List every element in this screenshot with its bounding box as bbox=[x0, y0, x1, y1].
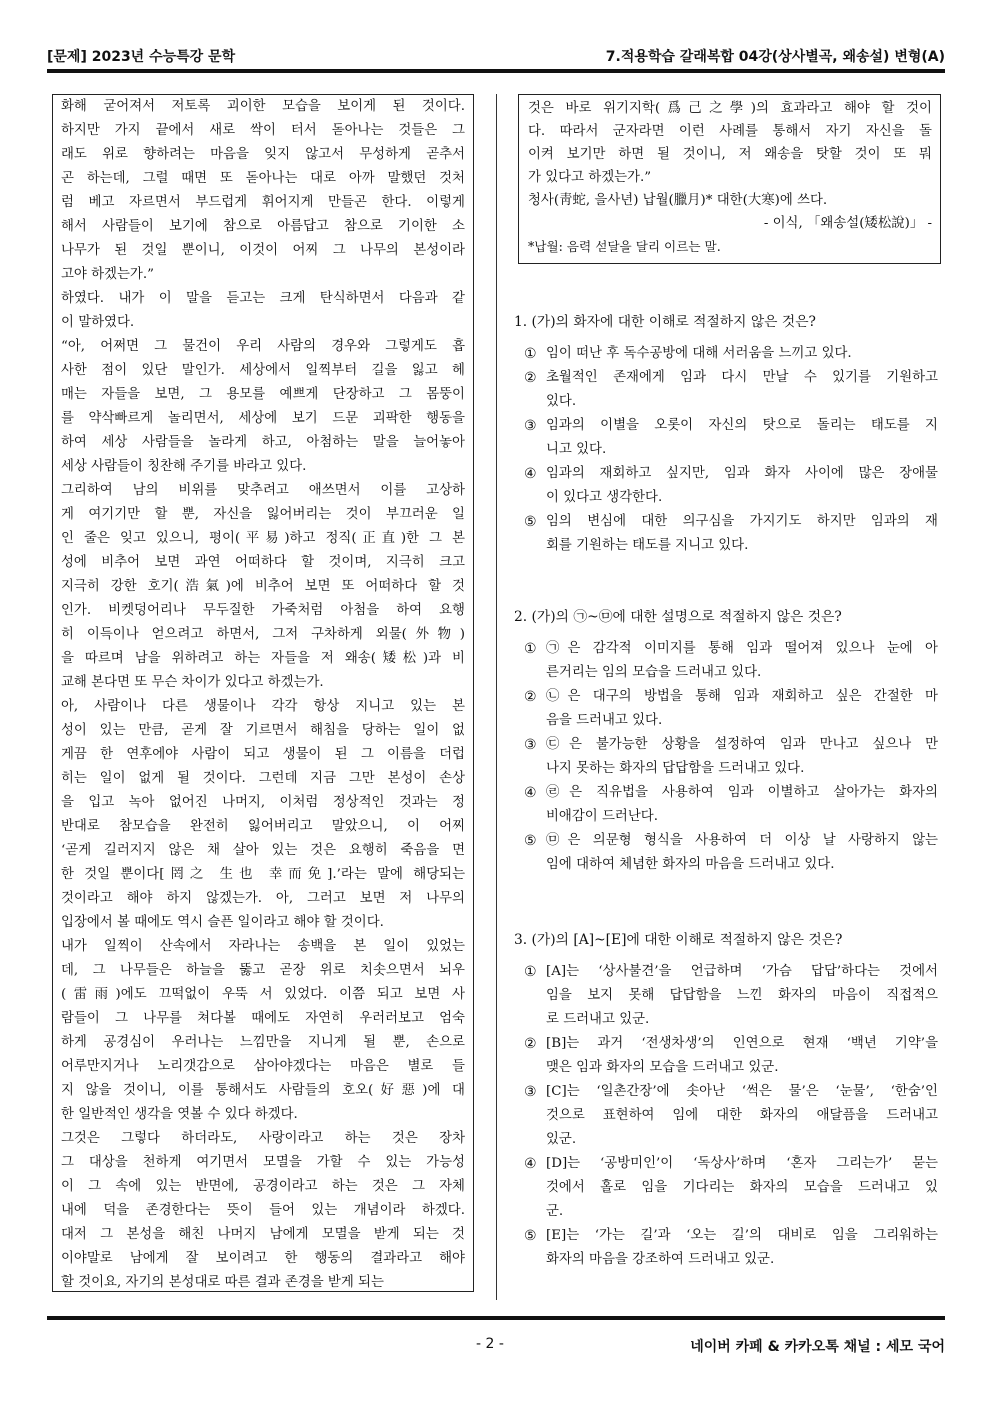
passage-line: 사한 점이 있단 말인가. 세상에서 일찍부터 길을 잃고 헤 bbox=[61, 363, 465, 378]
passage-line: 히 이득이나 얻으려고 하면서, 그저 구차하게 외물(外物) bbox=[61, 627, 465, 642]
passage-line: 게끔 한 연후에야 사람이 되고 생물이 된 그 이름을 더럽 bbox=[61, 747, 465, 762]
option-text: 임과의 재회하고 싶지만, 임과 화자 사이에 많은 장애물 bbox=[546, 466, 938, 481]
passage-line: 하지만 가지 끝에서 새로 싹이 터서 돋아나는 것들은 그 bbox=[61, 123, 465, 138]
passage-line: 데, 그 나무들은 하늘을 뚫고 곧장 위로 치솟으면서 뇌우 bbox=[61, 963, 465, 978]
passage-line: 지 않을 것이니, 이를 통해서도 사람들의 호오(好惡)에 대 bbox=[61, 1083, 465, 1098]
passage-line: 나무가 된 것일 뿐이니, 이것이 어찌 그 나무의 본성이라 bbox=[61, 243, 465, 258]
option-text: ㉢은 불가능한 상황을 설정하여 임과 만나고 싶으나 만 bbox=[546, 737, 938, 752]
passage-line: 이 말하였다. bbox=[61, 315, 135, 330]
option-text: 로 드러내고 있군. bbox=[546, 1012, 650, 1027]
passage-line: ‘곧게 길러지지 않은 채 살아 있는 것은 요행히 죽음을 면 bbox=[61, 843, 465, 858]
passage-line: 세상 사람들이 칭찬해 주기를 바라고 있다. bbox=[61, 459, 307, 474]
option-number: ③ bbox=[524, 737, 537, 753]
passage-line: 를 약삭빠르게 놀리면서, 세상에 보기 드문 괴팍한 행동을 bbox=[61, 411, 465, 426]
option-number: ③ bbox=[524, 418, 537, 434]
option-number: ⑤ bbox=[524, 833, 537, 849]
option-number: ② bbox=[524, 370, 537, 386]
passage-line: 것이라고 해야 하지 않겠는가. 아, 그러고 보면 저 나무의 bbox=[61, 891, 465, 906]
option-text: ㉠은 감각적 이미지를 통해 임과 떨어져 있으나 눈에 아 bbox=[546, 641, 938, 656]
passage-line: 그 대상을 천하게 여기면서 모멸을 가할 수 있는 가능성 bbox=[61, 1155, 465, 1170]
option-text: 것으로 표현하여 임에 대한 화자의 애달픔을 드러내고 bbox=[546, 1108, 938, 1123]
option-text: [D]는 ‘공방미인’이 ‘독상사’하며 ‘혼자 그리는가’ 묻는 bbox=[546, 1156, 938, 1171]
passage-line: 내에 덕을 존경한다는 뜻이 들어 있는 개념이라 하겠다. bbox=[61, 1203, 465, 1218]
passage-line: 지극히 강한 호기(浩氣)에 비추어 보면 또 어떠하다 할 것 bbox=[61, 579, 465, 594]
passage-box-left bbox=[52, 94, 474, 1292]
footer-channel: 네이버 카페 & 카카오톡 채널 : 세모 국어 bbox=[690, 1339, 945, 1355]
option-text: [B]는 과거 ‘전생차생’의 인연으로 현재 ‘백년 기약’을 bbox=[546, 1036, 938, 1051]
question-stem: 3. (가)의 [A]~[E]에 대한 이해로 적절하지 않은 것은? bbox=[514, 932, 843, 948]
passage-line: 대저 그 본성을 해친 나머지 남에게 모멸을 받게 되는 것 bbox=[61, 1227, 465, 1242]
option-text: 임의 변심에 대한 의구심을 가지기도 하지만 임과의 재 bbox=[546, 514, 938, 529]
passage-line: 하게 공경심이 우러나는 느낌만을 지니게 될 뿐, 손으로 bbox=[61, 1035, 465, 1050]
passage-line: 그것은 그렇다 하더라도, 사랑이라고 하는 것은 장차 bbox=[61, 1131, 465, 1146]
question-3 bbox=[514, 928, 939, 1267]
option-text: ㉤은 의문형 형식을 사용하여 더 이상 날 사랑하지 않는 bbox=[546, 833, 938, 848]
option-text: 있군. bbox=[546, 1132, 577, 1147]
header-subtitle: 7.적용학습 갈래복합 04강(상사별곡, 왜송설) 변형(A) bbox=[605, 49, 945, 65]
option-text: 른거리는 임의 모습을 드러내고 있다. bbox=[546, 665, 762, 680]
passage-line: 이야말로 남에게 잘 보이려고 한 행동의 결과라고 해야 bbox=[61, 1251, 465, 1266]
option-text: 음을 드러내고 있다. bbox=[546, 713, 663, 728]
passage-line: 게 여기기만 할 뿐, 자신을 잃어버리는 것이 부끄러운 일 bbox=[61, 507, 465, 522]
option-text: [E]는 ‘가는 길’과 ‘오는 길’의 대비로 임을 그리워하는 bbox=[546, 1228, 938, 1243]
passage-line: 청사(靑蛇, 을사년) 납월(臘月)* 대한(大寒)에 쓰다. bbox=[528, 193, 828, 208]
passage-line: 럼 베고 자르면서 부드럽게 휘어지게 만들곤 한다. 이렇게 bbox=[61, 195, 465, 210]
passage-line: 이켜 보기만 하면 될 것이니, 저 왜송을 탓할 것이 또 뭐 bbox=[528, 147, 932, 162]
passage-line: 성에 비추어 보면 과연 어떠하다 할 것이며, 지극히 크고 bbox=[61, 555, 465, 570]
option-number: ① bbox=[524, 964, 537, 980]
passage-line: “아, 어쩌면 그 물건이 우리 사람의 경우와 그렇게도 흡 bbox=[61, 339, 465, 354]
option-number: ⑤ bbox=[524, 1228, 537, 1244]
question-stem: 2. (가)의 ㉠~㉤에 대한 설명으로 적절하지 않은 것은? bbox=[514, 609, 842, 625]
option-text: 맺은 임과 화자의 모습을 드러내고 있군. bbox=[546, 1060, 779, 1075]
option-text: 있다. bbox=[546, 394, 577, 409]
passage-line: 것은 바로 위기지학(爲己之學)의 효과라고 해야 할 것이 bbox=[528, 101, 932, 116]
option-number: ② bbox=[524, 1036, 537, 1052]
option-number: ④ bbox=[524, 785, 537, 801]
option-text: [A]는 ‘상사불견’을 언급하며 ‘가슴 답답’하다는 것에서 bbox=[546, 964, 938, 979]
option-number: ② bbox=[524, 689, 537, 705]
passage-line: 가 있다고 하겠는가.” bbox=[528, 170, 652, 185]
passage-line: 인 줄은 잊고 있으니, 평이(平易)하고 정직(正直)한 그 본 bbox=[61, 531, 465, 546]
footer-rule bbox=[47, 1316, 945, 1320]
passage-line: 반대로 참모습을 완전히 잃어버리고 말았으니, 이 어찌 bbox=[61, 819, 465, 834]
option-text: 나지 못하는 화자의 답답함을 드러내고 있다. bbox=[546, 761, 805, 776]
question-stem: 1. (가)의 화자에 대한 이해로 적절하지 않은 것은? bbox=[514, 314, 816, 330]
passage-line: 매는 자들을 보면, 그 용모를 예쁘게 단장하고 그 몸뚱이 bbox=[61, 387, 465, 402]
column-divider bbox=[496, 94, 497, 1300]
passage-line: 교해 본다면 또 무슨 차이가 있다고 하겠는가. bbox=[61, 675, 324, 690]
passage-line: 화해 굳어져서 저토록 괴이한 모습을 보이게 된 것이다. bbox=[61, 99, 465, 114]
passage-line: 고야 하겠는가.” bbox=[61, 267, 154, 282]
option-text: 이 있다고 생각한다. bbox=[546, 490, 663, 505]
passage-line: 인가. 비켓덩어리나 무두질한 가죽처럼 아첨을 하여 요행 bbox=[61, 603, 465, 618]
passage-line: 다. 따라서 군자라면 이런 사례를 통해서 자기 자신을 돌 bbox=[528, 124, 932, 139]
option-text: 임이 떠난 후 독수공방에 대해 서러움을 느끼고 있다. bbox=[546, 346, 852, 361]
passage-line: 을 따르며 남을 위하려고 하는 자들을 저 왜송(矮松)과 비 bbox=[61, 651, 465, 666]
passage-line: 한 것일 뿐이다[罔之 生也 幸而免].’라는 말에 해당되는 bbox=[61, 867, 465, 882]
passage-footnote: *납월: 음력 섣달을 달리 이르는 말. bbox=[528, 239, 721, 254]
question-2 bbox=[514, 605, 939, 872]
option-text: 군. bbox=[546, 1204, 564, 1219]
passage-line: 그리하여 남의 비위를 맞추려고 애쓰면서 이를 고상하 bbox=[61, 483, 465, 498]
passage-line: 하여 세상 사람들을 놀라게 하고, 아첨하는 말을 늘어놓아 bbox=[61, 435, 465, 450]
option-text: 임과의 이별을 오롯이 자신의 탓으로 돌리는 태도를 지 bbox=[546, 418, 938, 433]
option-number: ① bbox=[524, 346, 537, 362]
passage-line: 할 것이요, 자기의 본성대로 따른 결과 존경을 받게 되는 bbox=[61, 1275, 384, 1290]
passage-line: 곤 하는데, 그럴 때면 또 돋아나는 대로 아까 말했던 것처 bbox=[61, 171, 465, 186]
passage-line: 어루만지거나 노리갯감으로 삼아야겠다는 마음은 별로 들 bbox=[61, 1059, 465, 1074]
passage-line: 하였다. 내가 이 말을 듣고는 크게 탄식하면서 다음과 같 bbox=[61, 291, 465, 306]
option-text: 니고 있다. bbox=[546, 442, 607, 457]
passage-line: 을 입고 녹아 없어진 나머지, 이처럼 정상적인 것과는 정 bbox=[61, 795, 465, 810]
passage-line: 성이 있는 만큼, 곧게 잘 기르면서 해침을 당하는 일이 없 bbox=[61, 723, 465, 738]
header-title: [문제] 2023년 수능특강 문학 bbox=[47, 49, 236, 65]
passage-box-right bbox=[518, 94, 941, 264]
passage-line: 내가 일찍이 산속에서 자라나는 송백을 본 일이 있었는 bbox=[61, 939, 465, 954]
option-number: ③ bbox=[524, 1084, 537, 1100]
page-number: - 2 - bbox=[476, 1336, 504, 1352]
passage-line: 한 일반적인 생각을 엿볼 수 있다 하겠다. bbox=[61, 1107, 298, 1122]
option-number: ④ bbox=[524, 466, 537, 482]
option-text: 회를 기원하는 태도를 지니고 있다. bbox=[546, 538, 749, 553]
option-number: ④ bbox=[524, 1156, 537, 1172]
passage-line: 이 그 속에 있는 반면에, 공경이라고 하는 것은 그 자체 bbox=[61, 1179, 465, 1194]
option-text: ㉣은 직유법을 사용하여 임과 이별하고 살아가는 화자의 bbox=[546, 785, 938, 800]
option-text: 것에서 홀로 임을 기다리는 화자의 모습을 드러내고 있 bbox=[546, 1180, 938, 1195]
question-1 bbox=[514, 310, 939, 553]
option-number: ⑤ bbox=[524, 514, 537, 530]
option-text: 임을 보지 못해 답답함을 느낀 화자의 마음이 직접적으 bbox=[546, 988, 938, 1003]
passage-source: - 이식, 「왜송설(矮松說)」 - bbox=[763, 216, 932, 231]
option-text: [C]는 ‘일촌간장’에 솟아난 ‘썩은 물’은 ‘눈물’, ‘한숨’인 bbox=[546, 1084, 938, 1099]
passage-line: 히는 일이 없게 될 것이다. 그런데 지금 그만 본성이 손상 bbox=[61, 771, 465, 786]
passage-line: 람들이 그 나무를 쳐다볼 때에도 자연히 우러러보고 엄숙 bbox=[61, 1011, 465, 1026]
passage-line: 입장에서 볼 때에도 역시 슬픈 일이라고 해야 할 것이다. bbox=[61, 915, 384, 930]
passage-line: 해서 사람들이 보기에 참으로 아름답고 참으로 기이한 소 bbox=[61, 219, 465, 234]
passage-line: (雷雨)에도 끄떡없이 우뚝 서 있었다. 이쯤 되고 보면 사 bbox=[61, 987, 465, 1002]
header-rule bbox=[47, 69, 945, 73]
option-text: ㉡은 대구의 방법을 통해 임과 재회하고 싶은 간절한 마 bbox=[546, 689, 938, 704]
option-number: ① bbox=[524, 641, 537, 657]
option-text: 임에 대하여 체념한 화자의 마음을 드러내고 있다. bbox=[546, 857, 835, 872]
option-text: 비애감이 드러난다. bbox=[546, 809, 658, 824]
option-text: 초월적인 존재에게 임과 다시 만날 수 있기를 기원하고 bbox=[546, 370, 938, 385]
passage-line: 아, 사람이나 다른 생물이나 각각 항상 지니고 있는 본 bbox=[61, 699, 465, 714]
passage-line: 래도 위로 향하려는 마음을 잊지 않고서 무성하게 곧추서 bbox=[61, 147, 465, 162]
option-text: 화자의 마음을 강조하여 드러내고 있군. bbox=[546, 1252, 775, 1267]
